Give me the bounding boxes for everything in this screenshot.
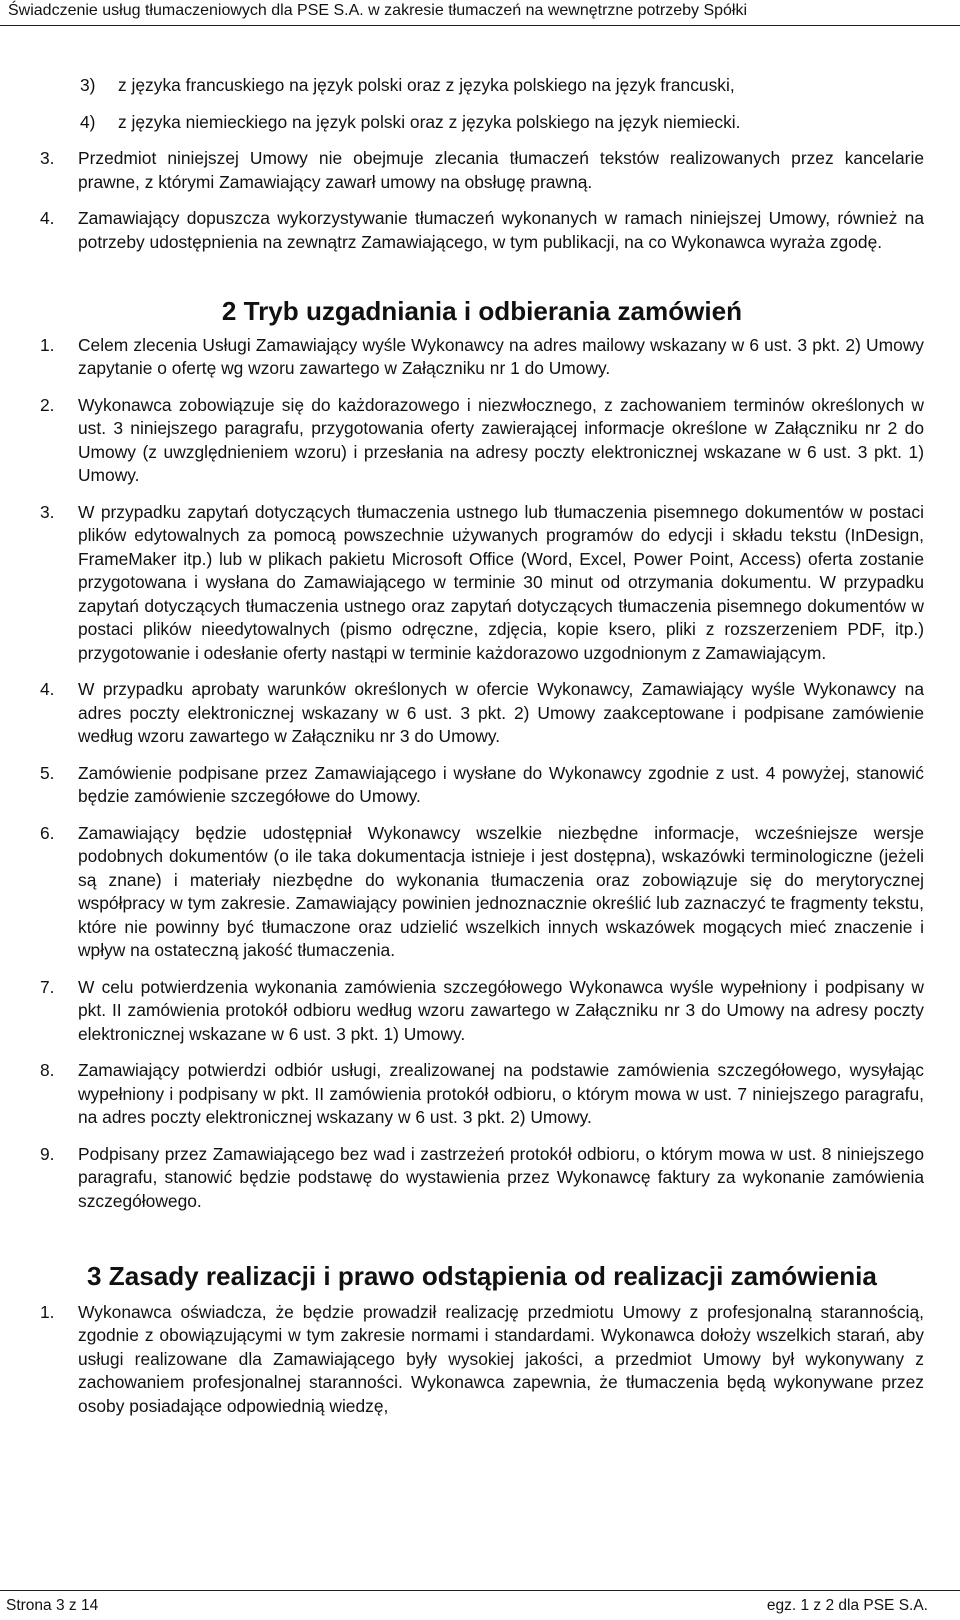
- list-item: [40, 762, 924, 809]
- item-text: Zamówienie podpisane przez Zamawiającego i wysłane do Wykonawcy zgodnie z ust. 4 powyżej, stanowić będzie zamówienie szczegółowe do Umowy.: [78, 762, 924, 806]
- list-item: [40, 334, 924, 381]
- item-number: 4.: [40, 208, 55, 228]
- item-text: z języka niemieckiego na język polski oraz z języka polskiego na język niemiecki.: [118, 111, 741, 132]
- item-text: W przypadku aprobaty warunków określonych w ofercie Wykonawcy, Zamawiający wyśle Wykonawcy na adres poczty elektronicznej wskazany w 6 ust. 3 pkt. 2) Umowy zaakceptowane i podpisane zamówienie według wzoru zawartego w Załączniku nr 3 do Umowy.: [78, 679, 924, 746]
- item-text: Podpisany przez Zamawiającego bez wad i zastrzeżeń protokół odbioru, o którym mowa w ust. 8 niniejszego paragrafu, stanowić będzie podstawę do wystawienia przez Wykonawcę faktury za wykonanie zamówienia szczegółowego.: [78, 1143, 924, 1211]
- item-text: Zamawiający będzie udostępniał Wykonawcy wszelkie niezbędne informacje, wcześniejsze wersje podobnych dokumentów (o ile taka dokumentacja istnieje i jest dostępna), wskazówki terminologiczne (jeżeli są znane) i materiały niezbędne do wykonania tłumaczenia oraz zobowiązuje się do merytorycznej współpracy w tym zakresie. Zamawiający powinien jednoznacznie określić lub zaznaczyć te fragmenty tekstu, które nie powinny być tłumaczone oraz udzielić wszelkich innych wskazówek mogących mieć znaczenie i wpływ na ostateczną jakość tłumaczenia.: [78, 822, 924, 960]
- item-number: 1.: [40, 334, 55, 355]
- document-title: Świadczenie usług tłumaczeniowych dla PSE S.A. w zakresie tłumaczeń na wewnętrzne potrzeby Spółki: [8, 2, 748, 19]
- page-number: Strona 3 z 14: [6, 1597, 99, 1614]
- item-number: 6.: [40, 822, 55, 843]
- list-item: [40, 147, 924, 194]
- list-item: [40, 111, 924, 135]
- list-item: [40, 1059, 924, 1130]
- section-heading: 3 Zasady realizacji i prawo odstąpienia od realizacji zamówienia: [87, 1261, 877, 1291]
- list-item: [40, 1143, 924, 1214]
- item-text: Zamawiający dopuszcza wykorzystywanie tłumaczeń wykonanych w ramach niniejszej Umowy, również na potrzeby udostępnienia na zewnątrz Zamawiającego, w tym publikacji, na co Wykonawca wyraża zgodę.: [78, 208, 924, 252]
- list-item: [40, 1301, 924, 1419]
- list-item: [40, 501, 924, 666]
- item-number: 4.: [40, 679, 55, 699]
- item-number: 7.: [40, 976, 55, 997]
- item-text: Przedmiot niniejszej Umowy nie obejmuje zlecania tłumaczeń tekstów realizowanych przez kancelarie prawne, z którymi Zamawiający zawarł umowy na obsługę prawną.: [78, 148, 924, 192]
- item-number: 4): [80, 111, 96, 132]
- document-body: [40, 74, 924, 1431]
- list-item: [40, 976, 924, 1047]
- item-number: 5.: [40, 762, 55, 783]
- item-number: 8.: [40, 1060, 55, 1080]
- list-item: [40, 678, 924, 749]
- list-item: [40, 394, 924, 488]
- section2-items: [40, 334, 924, 1214]
- item-number: 3): [80, 75, 96, 95]
- item-number: 1.: [40, 1301, 55, 1322]
- section3-items: [40, 1301, 924, 1419]
- item-number: 3.: [40, 501, 55, 522]
- item-text: W przypadku zapytań dotyczących tłumaczenia ustnego lub tłumaczenia pisemnego dokumentów w postaci plików edytowalnych za pomocą powszechnie używanych programów do edycji i składu tekstu (InDesign, FrameMaker itp.) lub w plikach pakietu Microsoft Office (Word, Excel, Power Point, Access) oferta zostanie przygotowana i wysłana do Zamawiającego w terminie 30 minut od otrzymania dokumentu. W przypadku zapytań dotyczących tłumaczenia ustnego oraz zapytań dotyczących tłumaczenia pisemnego dokumentów w postaci plików nieedytowalnych (pismo odręczne, zdjęcia, kopie ksero, pliki z rozszerzeniem PDF, itp.) przygotowanie i odesłanie oferty nastąpi w terminie każdorazowo uzgodnionym z Zamawiającym.: [78, 501, 924, 663]
- page-footer: [0, 1590, 960, 1620]
- section-heading: 2 Tryb uzgadniania i odbierania zamówień: [221, 296, 743, 326]
- page-header: [0, 0, 960, 26]
- item-text: z języka francuskiego na język polski oraz z języka polskiego na język francuski,: [118, 75, 735, 95]
- item-text: Wykonawca oświadcza, że będzie prowadził realizację przedmiotu Umowy z profesjonalną starannością, zgodnie z obowiązującymi w tym zakresie normami i standardami. Wykonawca dołoży wszelkich starań, aby usługi realizowane dla Zamawiającego były wysokiej jakości, a przedmiot Umowy był wykonywany z zachowaniem profesjonalnej staranności. Wykonawca zapewnia, że tłumaczenia będą wykonywane przez osoby posiadające odpowiednią wiedzę,: [78, 1301, 924, 1416]
- item-text: Zamawiający potwierdzi odbiór usługi, zrealizowanej na podstawie zamówienia szczegółowego, wysyłając wypełniony i podpisany w pkt. II zamówienia protokół odbioru, o którym mowa w ust. 7 niniejszego paragrafu, na adres poczty elektronicznej wskazany w 6 ust. 3 pkt. 2) Umowy.: [78, 1060, 924, 1127]
- copy-label: egz. 1 z 2 dla PSE S.A.: [766, 1597, 928, 1614]
- item-text: Celem zlecenia Usługi Zamawiający wyśle Wykonawcy na adres mailowy wskazany w 6 ust. 3 pkt. 2) Umowy zapytanie o ofertę wg wzoru zawartego w Załączniku nr 1 do Umowy.: [78, 334, 924, 378]
- item-number: 9.: [40, 1143, 55, 1164]
- intro-items: [40, 147, 924, 254]
- item-text: W celu potwierdzenia wykonania zamówienia szczegółowego Wykonawca wyśle wypełniony i podpisany w pkt. II zamówienia protokół odbioru według wzoru zawartego w Załączniku nr 3 do Umowy na adresy poczty elektronicznej wskazane w 6 ust. 3 pkt. 1) Umowy.: [78, 976, 924, 1044]
- item-text: Wykonawca zobowiązuje się do każdorazowego i niezwłocznego, z zachowaniem terminów określonych w ust. 3 niniejszego paragrafu, przygotowania oferty zawierającej informacje określone w Załączniku nr 2 do Umowy (z uwzględnieniem wzoru) i przesłania na adresy poczty elektronicznej wskazane w 6 ust. 3 pkt. 1) Umowy.: [78, 394, 924, 485]
- list-item: [40, 822, 924, 963]
- item-number: 3.: [40, 148, 55, 168]
- list-item: [40, 74, 924, 98]
- intro-subitems: [40, 74, 924, 134]
- item-number: 2.: [40, 394, 55, 415]
- list-item: [40, 207, 924, 254]
